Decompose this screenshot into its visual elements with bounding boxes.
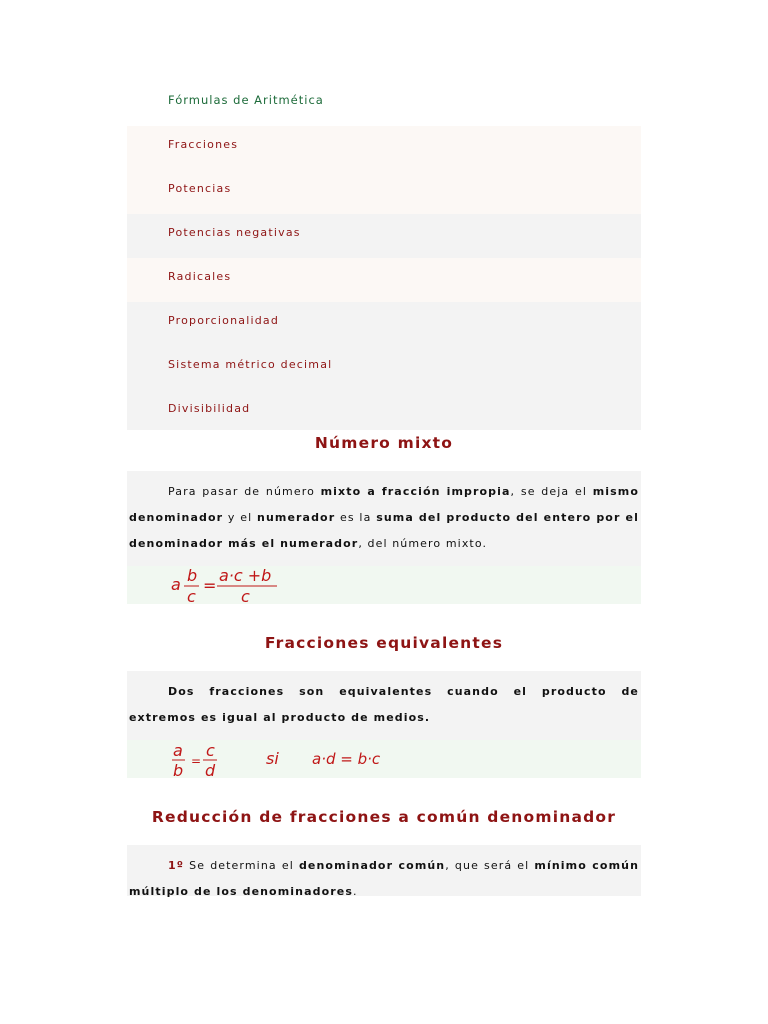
formula-rhs-numerator: a·c +b [219, 566, 272, 585]
formula-graphic [127, 566, 641, 604]
topic-menu [127, 126, 641, 430]
formula-b: b [173, 761, 184, 778]
bold-segment: numerador [257, 511, 336, 524]
bold-segment: denominador común [298, 859, 446, 872]
formula-c: c [206, 741, 215, 760]
bold-segment: mixto a fracción impropia [320, 485, 511, 498]
page-title: Fórmulas de Aritmética [168, 93, 324, 107]
formula-equals: = [203, 576, 217, 595]
fracciones-equivalentes-formula [127, 740, 641, 778]
formula-whole: a [171, 575, 181, 594]
section-title-reduccion: Reducción de fracciones a común denominador [151, 808, 617, 826]
menu-item-proporcionalidad[interactable]: Proporcionalidad [127, 302, 641, 346]
section-title-fracciones-equivalentes: Fracciones equivalentes [264, 634, 504, 652]
menu-item-radicales[interactable]: Radicales [127, 258, 641, 302]
text-segment: Se determina el [184, 859, 299, 872]
text-segment: , que será el [445, 859, 535, 872]
section-title-numero-mixto: Número mixto [314, 434, 454, 452]
menu-item-potencias-negativas[interactable]: Potencias negativas [127, 214, 641, 258]
reduccion-text [127, 845, 641, 896]
text-segment: es la [335, 511, 377, 524]
menu-item-potencias[interactable]: Potencias [127, 170, 641, 214]
formula-relation: a·d = b·c [312, 750, 381, 768]
formula-si: si [266, 749, 279, 768]
text-segment: , se deja el [510, 485, 593, 498]
formula-numerator: b [187, 566, 198, 585]
formula-equals: = [191, 754, 202, 768]
step-number: 1º [168, 859, 185, 872]
bold-segment: suma del producto del entero por el denominador más el numerador [129, 511, 639, 550]
formula-graphic [127, 740, 641, 778]
formula-a: a [173, 741, 183, 760]
text-segment: , del número mixto. [358, 537, 488, 550]
menu-item-fracciones[interactable]: Fracciones [127, 126, 641, 170]
formula-d: d [205, 761, 216, 778]
text-segment: . [352, 885, 358, 898]
bold-segment: mínimo común múltiplo de los denominadores [129, 859, 639, 898]
text-segment: Dos fracciones son equivalentes cuando el producto de extremos es igual al producto de medios. [129, 685, 639, 724]
numero-mixto-text [127, 471, 641, 566]
text-segment: Para pasar de número [168, 485, 321, 498]
fracciones-equivalentes-text [127, 671, 641, 740]
bold-segment: mismo denominador [129, 485, 640, 524]
formula-denominator: c [187, 587, 196, 604]
formula-rhs-denominator: c [241, 587, 250, 604]
menu-item-sistema-metrico[interactable]: Sistema métrico decimal [127, 346, 641, 390]
menu-item-divisibilidad[interactable]: Divisibilidad [127, 390, 641, 430]
text-segment: y el [223, 511, 258, 524]
numero-mixto-formula [127, 566, 641, 604]
